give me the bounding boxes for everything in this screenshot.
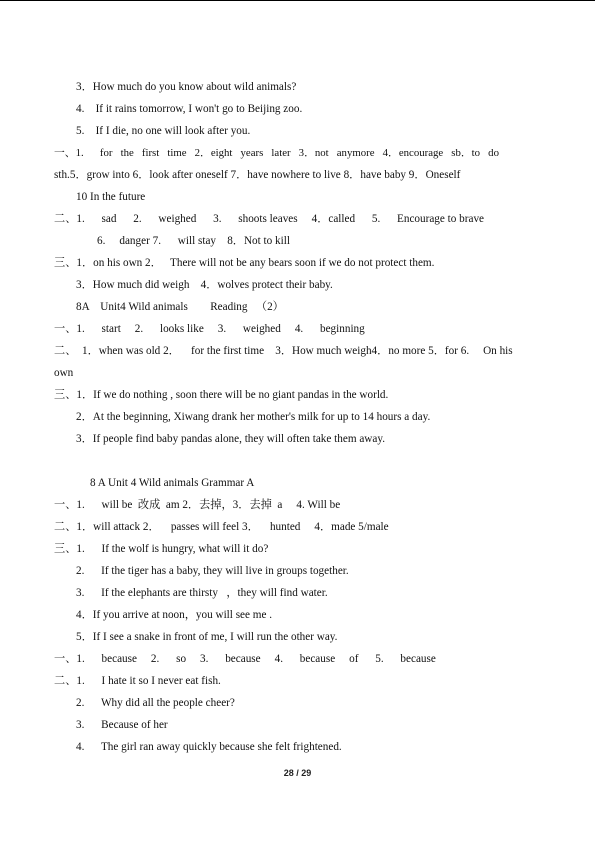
answer-line: 3. Because of her (76, 719, 168, 731)
page-number: 28 / 29 (283, 768, 312, 778)
answer-line: 二、1. I hate it so I never eat fish. (54, 675, 221, 687)
answer-line: own (54, 367, 74, 379)
answer-line: 一、1. start 2. looks like 3. weighed 4. beginning (54, 323, 365, 335)
answer-line: 2. Why did all the people cheer? (76, 697, 235, 709)
answer-line: 二、1. sad 2. weighed 3. shoots leaves 4．called 5. Encourage to brave (54, 213, 485, 225)
answer-line: 6. danger 7. will stay 8．Not to kill (97, 235, 290, 247)
answer-line: 一、1. because 2. so 3. because 4. because of 5. because (54, 653, 436, 665)
answer-line: 4. If it rains tomorrow, I won't go to Beijing zoo. (76, 103, 303, 115)
answer-line: 5．If I see a snake in front of me, I will run the other way. (76, 631, 338, 643)
answer-line: 10 In the future (76, 191, 146, 203)
answer-line: 2. If the tiger has a baby, they will live in groups together. (76, 565, 349, 577)
answer-line: 三、1．If we do nothing , soon there will be no giant pandas in the world. (54, 389, 389, 401)
answer-line: 二、1．will attack 2． passes will feel 3． hunted 4．made 5/male (54, 521, 389, 533)
answer-line: 3．If people find baby pandas alone, they will often take them away. (76, 433, 386, 445)
section-heading: 8 A Unit 4 Wild animals Grammar A (90, 477, 255, 489)
answer-line: 5. If I die, no one will look after you. (76, 125, 251, 137)
answer-line: 3．How much did weigh 4．wolves protect their baby. (76, 279, 333, 291)
answer-line: 3. If the elephants are thirsty ，they will find water. (76, 587, 328, 599)
answer-line: 3．How much do you know about wild animals? (76, 81, 297, 93)
answer-line: 4. The girl ran away quickly because she felt frightened. (76, 741, 342, 753)
answer-line: 二、 1．when was old 2． for the first time 3．How much weigh4．no more 5．for 6. On his (54, 345, 513, 357)
answer-line: 三、1．on his own 2． There will not be any bears soon if we do not protect them. (54, 257, 435, 269)
section-heading: 8A Unit4 Wild animals Reading （2） (76, 301, 284, 313)
answer-line: 一、1. will be 改成 am 2．去掉，3．去掉 a 4. Will be (54, 499, 341, 511)
answer-line: 三、1. If the wolf is hungry, what will it do? (54, 543, 269, 555)
header-rule (0, 0, 595, 1)
answer-line: 2．At the beginning, Xiwang drank her mother's milk for up to 14 hours a day. (76, 411, 431, 423)
answer-line: 一、1. for the first time 2．eight years later 3．not anymore 4．encourage sb．to do (54, 147, 499, 159)
answer-line: sth.5．grow into 6．look after oneself 7．have nowhere to live 8．have baby 9．Oneself (54, 169, 461, 181)
answer-line: 4．If you arrive at noon，you will see me . (76, 609, 273, 621)
